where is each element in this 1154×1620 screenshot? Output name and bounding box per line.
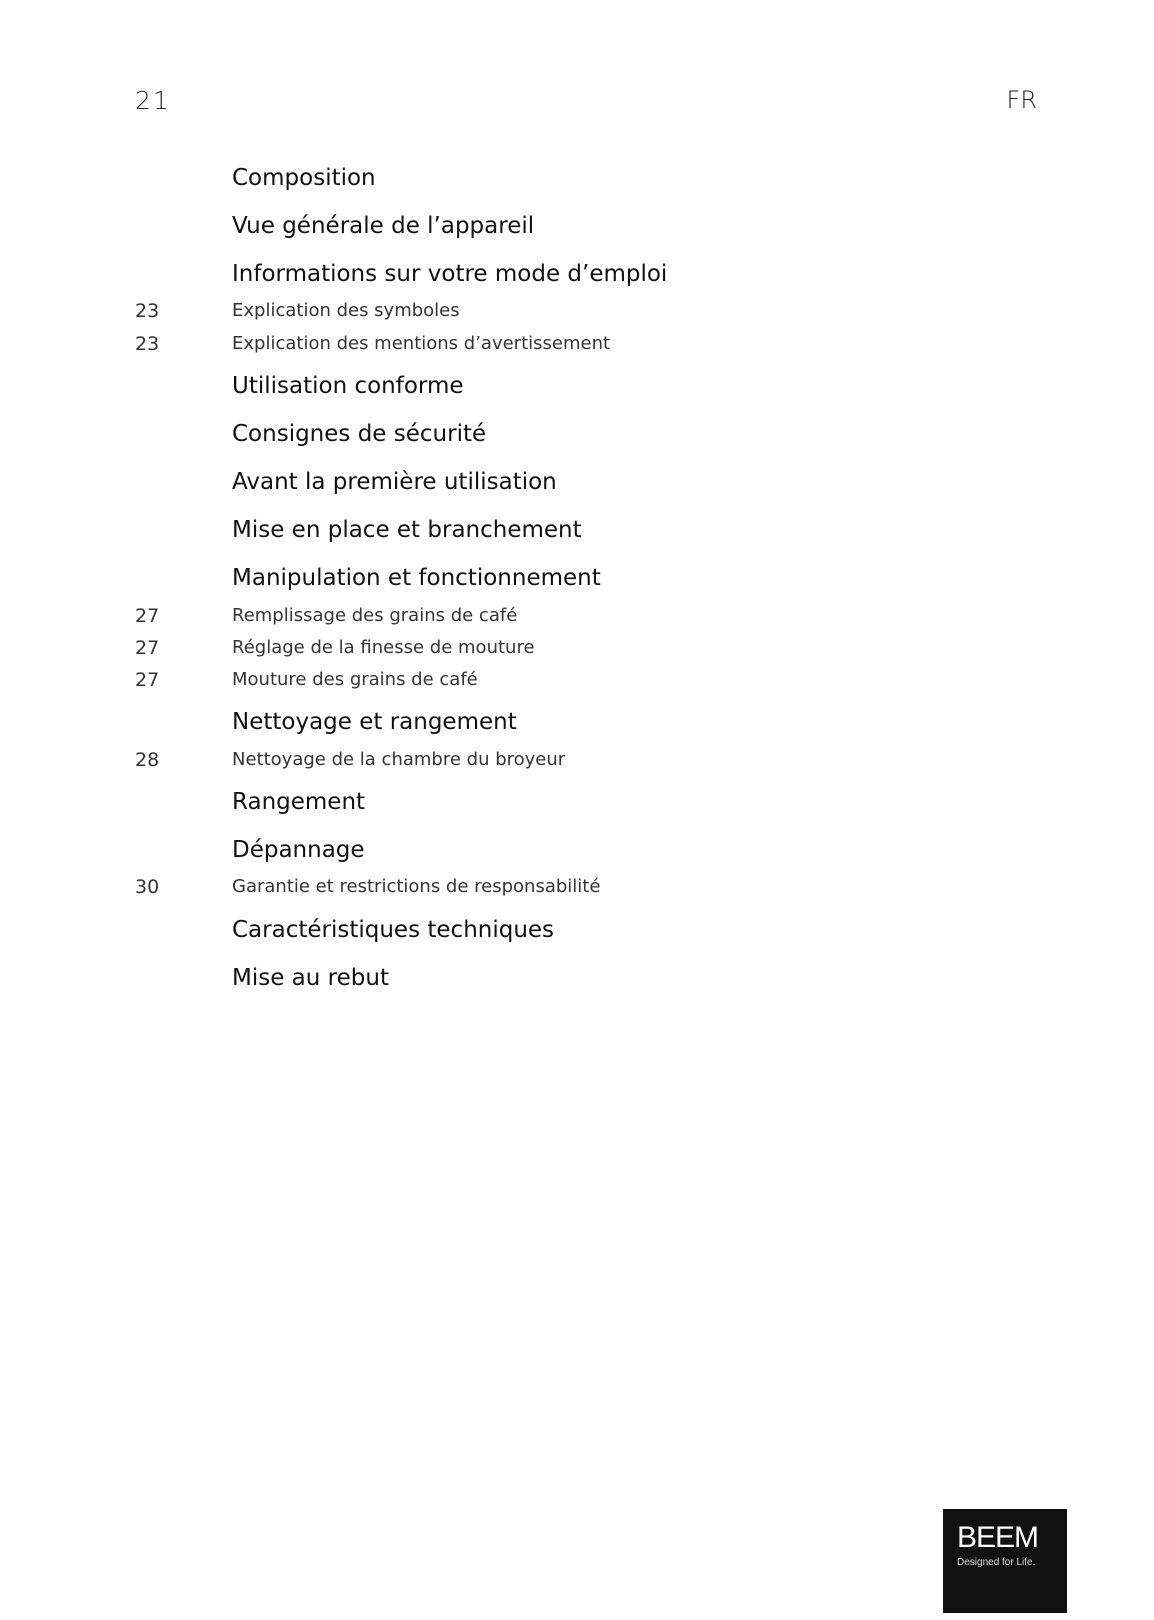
toc-page: 23 xyxy=(135,333,160,355)
toc-title: Rangement xyxy=(232,789,366,815)
toc-title: Consignes de sécurité xyxy=(232,421,487,447)
toc-title: Garantie et restrictions de responsabilité xyxy=(232,876,601,897)
toc-title: Utilisation conforme xyxy=(232,373,464,399)
toc-title: Informations sur votre mode d’emploi xyxy=(232,261,668,287)
toc-title: Avant la première utilisation xyxy=(232,469,557,495)
toc-page: 27 xyxy=(135,637,160,659)
toc-title: Vue générale de l’appareil xyxy=(232,213,535,239)
language-label: FR xyxy=(1006,86,1037,114)
toc-title: Nettoyage et rangement xyxy=(232,709,517,735)
toc-title: Remplissage des grains de café xyxy=(232,605,518,626)
toc-page: 23 xyxy=(135,300,160,322)
toc-title: Manipulation et fonctionnement xyxy=(232,565,601,591)
toc-page: 28 xyxy=(135,749,160,771)
toc-title: Mise en place et branchement xyxy=(232,517,582,543)
toc-title: Mouture des grains de café xyxy=(232,669,478,690)
toc-title: Réglage de la finesse de mouture xyxy=(232,637,535,658)
toc-title: Composition xyxy=(232,165,376,191)
toc-page: 30 xyxy=(135,876,160,898)
toc-title: Nettoyage de la chambre du broyeur xyxy=(232,749,566,770)
toc-title: Mise au rebut xyxy=(232,965,389,991)
toc-title: Explication des mentions d’avertissement xyxy=(232,333,611,354)
beem-logo xyxy=(943,1509,1067,1613)
logo-tagline: Designed for Life. xyxy=(957,1557,1036,1568)
toc-page: 27 xyxy=(135,605,160,627)
page-number: 21 xyxy=(135,86,171,115)
toc-title: Caractéristiques techniques xyxy=(232,917,555,943)
toc-title: Dépannage xyxy=(232,837,365,863)
toc-title: Explication des symboles xyxy=(232,300,460,321)
toc-page: 27 xyxy=(135,669,160,691)
logo-name: BEEM xyxy=(957,1521,1039,1554)
